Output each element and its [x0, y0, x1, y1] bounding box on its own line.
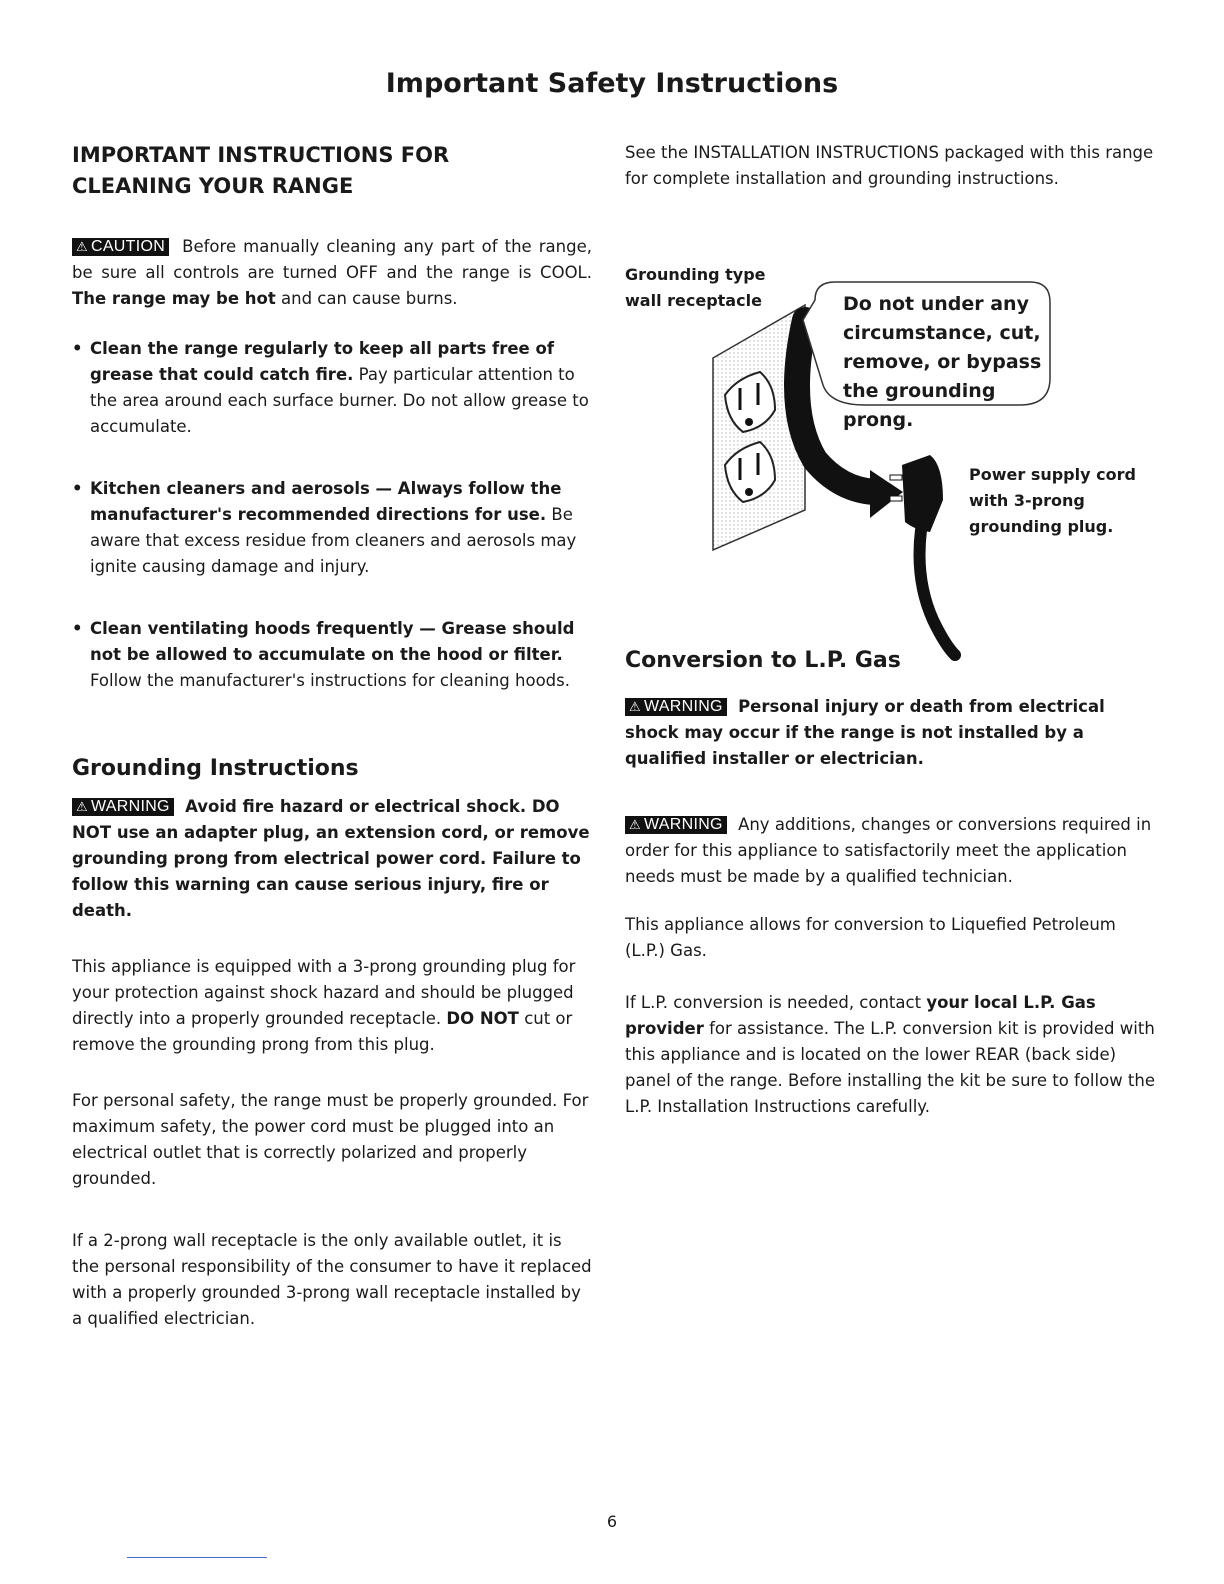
warning-triangle-icon: ⚠ — [629, 817, 641, 832]
right-column — [625, 140, 1156, 1116]
callout-text: Do not under any circumstance, cut, remove, or bypass the grounding prong. — [843, 293, 1042, 431]
lp-warning-1: ⚠ WARNING Personal injury or death from electrical shock may occur if the range is not installed by a qualified installer or electrician. — [625, 697, 1105, 768]
grounding-figure — [625, 260, 1155, 760]
caution-bold: The range may be hot — [72, 289, 276, 308]
grounding-heading: Grounding Instructions — [72, 756, 359, 781]
left-column — [72, 140, 592, 1332]
cleaning-heading: IMPORTANT INSTRUCTIONS FOR CLEANING YOUR RANGE — [72, 143, 450, 198]
warning-badge: ⚠ WARNING — [625, 698, 727, 716]
warning-triangle-icon: ⚠ — [629, 699, 641, 714]
warning-badge: ⚠ WARNING — [625, 816, 727, 834]
cord-label: Power supply cord with 3-prong grounding plug. — [969, 465, 1136, 536]
caution-text: Before manually cleaning any part of the range, be sure all controls are turned OFF and the range is COOL. — [72, 237, 592, 282]
bullet-icon: • — [72, 339, 83, 358]
cleaning-bullet: • Kitchen cleaners and aerosols — Always follow the manufacturer's recommended directions for use. Be aware that excess residue from cleaners and aerosols may ignite causing damage and injury. — [72, 476, 592, 580]
lp-warning-2: ⚠ WARNING Any additions, changes or conversions required in order for this appliance to satisfactorily meet the application needs must be made by a qualified technician. — [625, 815, 1152, 886]
plug-icon — [890, 455, 955, 655]
receptacle-label: Grounding type wall receptacle — [625, 265, 766, 310]
grounding-paragraph: If a 2-prong wall receptacle is the only available outlet, it is the personal responsibility of the consumer to have it replaced with a properly grounded 3-prong wall receptacle installed by a qualified electrician. — [72, 1231, 592, 1328]
grounding-warning: ⚠ WARNING Avoid fire hazard or electrical shock. DO NOT use an adapter plug, an extension cord, or remove grounding prong from electrical power cord. Failure to follow this warning can cause serious injury, fire or death. — [72, 797, 590, 920]
warning-badge: ⚠ WARNING — [72, 798, 174, 816]
warning-triangle-icon: ⚠ — [76, 239, 88, 254]
caution-badge: ⚠ CAUTION — [72, 238, 169, 256]
grounding-paragraph: This appliance is equipped with a 3-prong grounding plug for your protection against shock hazard and should be plugged directly into a properly grounded receptacle. DO NOT cut or remove the grounding prong from this plug. — [72, 957, 576, 1054]
lp-paragraph: If L.P. conversion is needed, contact your local L.P. Gas provider for assistance. The L.P. conversion kit is provided with this appliance and is located on the lower REAR (back side) panel of the range. Before installing the kit be sure to follow the L.P. Installation Instructions carefully. — [625, 993, 1156, 1116]
warning-triangle-icon: ⚠ — [76, 799, 88, 814]
bullet-icon: • — [72, 479, 83, 498]
lp-gas-heading: Conversion to L.P. Gas — [625, 648, 901, 673]
cleaning-bullet: • Clean ventilating hoods frequently — Grease should not be allowed to accumulate on the hood or filter. Follow the manufacturer's instructions for cleaning hoods. — [72, 616, 592, 694]
cleaning-bullet: • Clean the range regularly to keep all parts free of grease that could catch fire. Pay particular attention to the area around each surface burner. Do not allow grease to accumulate. — [72, 336, 592, 440]
page-number: 6 — [606, 1512, 618, 1531]
installation-note: See the INSTALLATION INSTRUCTIONS packaged with this range for complete installation and grounding instructions. — [625, 143, 1154, 188]
grounding-paragraph: For personal safety, the range must be properly grounded. For maximum safety, the power cord must be plugged into an electrical outlet that is correctly polarized and properly grounded. — [72, 1091, 589, 1188]
bullet-icon: • — [72, 619, 83, 638]
lp-gas-section — [625, 694, 1155, 1120]
caution-text-end: and can cause burns. — [281, 289, 458, 308]
lp-paragraph: This appliance allows for conversion to Liquefied Petroleum (L.P.) Gas. — [625, 915, 1116, 960]
caution-paragraph — [72, 234, 592, 312]
page-title: Important Safety Instructions — [385, 68, 839, 99]
footer-rule — [127, 1557, 267, 1558]
